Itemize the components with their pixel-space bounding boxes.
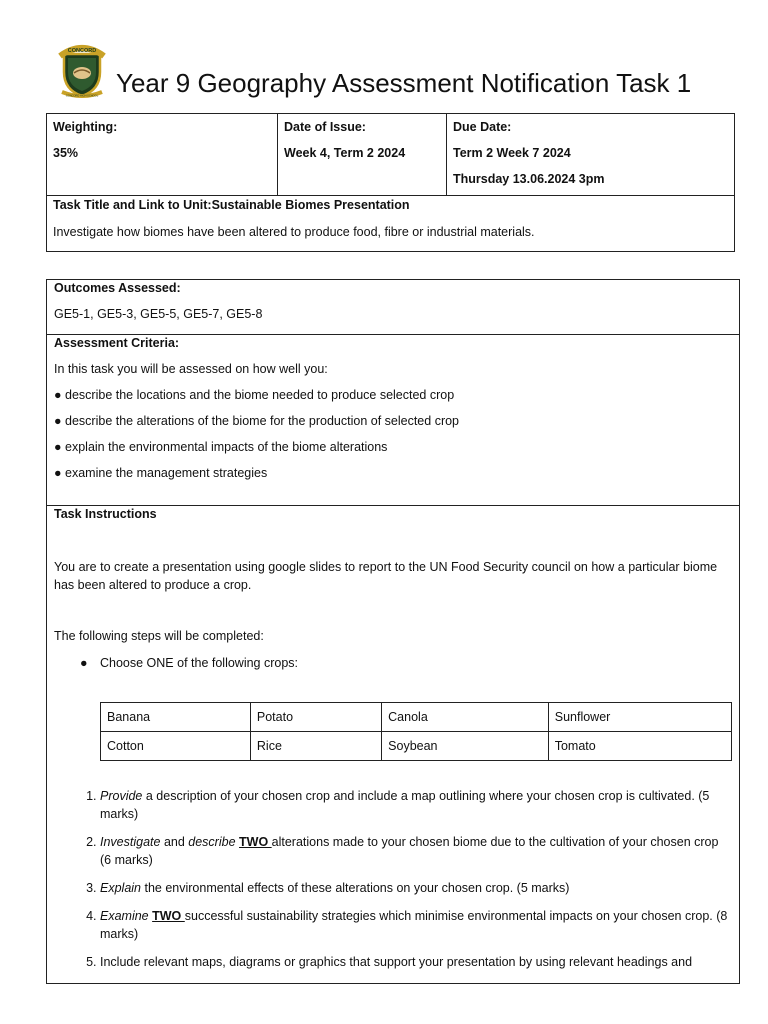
- crop-cell: Banana: [101, 703, 251, 732]
- task-title: Task Title and Link to Unit:Sustainable Biomes Presentation: [53, 198, 410, 212]
- issue-date-value: Week 4, Term 2 2024: [284, 146, 406, 160]
- assessment-details-table: [46, 279, 740, 984]
- step-verb: Explain: [100, 881, 141, 895]
- criteria-item: ● examine the management strategies: [54, 466, 268, 480]
- task-description: Investigate how biomes have been altered to produce food, fibre or industrial materials.: [53, 225, 535, 239]
- criteria-cell: [47, 335, 740, 506]
- criteria-item: ● describe the alterations of the biome for the production of selected crop: [54, 414, 460, 428]
- choose-crop-text: Choose ONE of the following crops:: [100, 656, 299, 670]
- step-text: a description of your chosen crop and include a map outlining where your chosen crop is cultivated. (5 marks): [100, 789, 710, 821]
- page-title: Year 9 Geography Assessment Notification Task 1: [116, 68, 692, 98]
- step-verb: Provide: [100, 789, 143, 803]
- crop-cell: Canola: [382, 703, 549, 732]
- steps-intro: The following steps will be completed:: [54, 629, 264, 643]
- step-text: the environmental effects of these alterations on your chosen crop. (5 marks): [141, 881, 570, 895]
- step-text: alterations made to your chosen biome due to the cultivation of your chosen crop (6 marks): [100, 835, 719, 867]
- due-date-label: Due Date:: [453, 120, 512, 134]
- step-verb: Investigate: [100, 835, 161, 849]
- logo-text: CONCORD: [67, 48, 97, 54]
- crop-cell: Sunflower: [548, 703, 731, 732]
- step-text: successful sustainability strategies which minimise environmental impacts on your chosen crop. (8 marks): [100, 909, 728, 941]
- weighting-cell: [47, 114, 278, 196]
- crop-cell: Tomato: [548, 732, 731, 761]
- step-verb-secondary: describe: [188, 835, 236, 849]
- due-date-cell: [447, 114, 735, 196]
- step-item: [100, 953, 732, 971]
- school-crest-logo: [56, 42, 108, 98]
- criteria-label: Assessment Criteria:: [54, 336, 180, 350]
- crop-cell: Potato: [250, 703, 381, 732]
- steps-list: [54, 787, 732, 971]
- step-item: [100, 879, 732, 897]
- step-emphasis: TWO: [152, 909, 185, 923]
- instructions-intro: You are to create a presentation using google slides to report to the UN Food Security council on how a particular biome has been altered to produce a crop.: [54, 560, 718, 592]
- crop-cell: Rice: [250, 732, 381, 761]
- step-item: [100, 907, 732, 943]
- task-info-table: [46, 113, 735, 252]
- step-connector: and: [160, 835, 189, 849]
- bullet-dot: ●: [80, 656, 88, 670]
- criteria-intro: In this task you will be assessed on how well you:: [54, 362, 328, 376]
- outcomes-label: Outcomes Assessed:: [54, 281, 181, 295]
- criteria-item: ● describe the locations and the biome needed to produce selected crop: [54, 388, 455, 402]
- step-emphasis: TWO: [239, 835, 272, 849]
- instructions-cell: [47, 506, 740, 984]
- task-title-cell: [47, 196, 735, 252]
- weighting-label: Weighting:: [53, 120, 118, 134]
- outcomes-value: GE5-1, GE5-3, GE5-5, GE5-7, GE5-8: [54, 307, 263, 321]
- step-item: [100, 833, 732, 869]
- outcomes-cell: [47, 280, 740, 335]
- criteria-item: ● explain the environmental impacts of the biome alterations: [54, 440, 388, 454]
- crop-cell: Cotton: [101, 732, 251, 761]
- issue-date-label: Date of Issue:: [284, 120, 366, 134]
- due-date-line2: Thursday 13.06.2024 3pm: [453, 172, 605, 186]
- step-verb: Examine: [100, 909, 149, 923]
- choose-crop-bullet: [54, 656, 732, 670]
- issue-date-cell: [278, 114, 447, 196]
- due-date-line1: Term 2 Week 7 2024: [453, 146, 571, 160]
- crop-cell: Soybean: [382, 732, 549, 761]
- step-text: Include relevant maps, diagrams or graphics that support your presentation by using relevant headings and: [100, 955, 693, 969]
- instructions-label: Task Instructions: [54, 507, 157, 521]
- logo-subtext: CONCORD HIGH SCHOOL: [65, 94, 99, 98]
- step-item: [100, 787, 732, 823]
- crops-table: [100, 702, 732, 761]
- weighting-value: 35%: [53, 146, 79, 160]
- header: [56, 40, 746, 110]
